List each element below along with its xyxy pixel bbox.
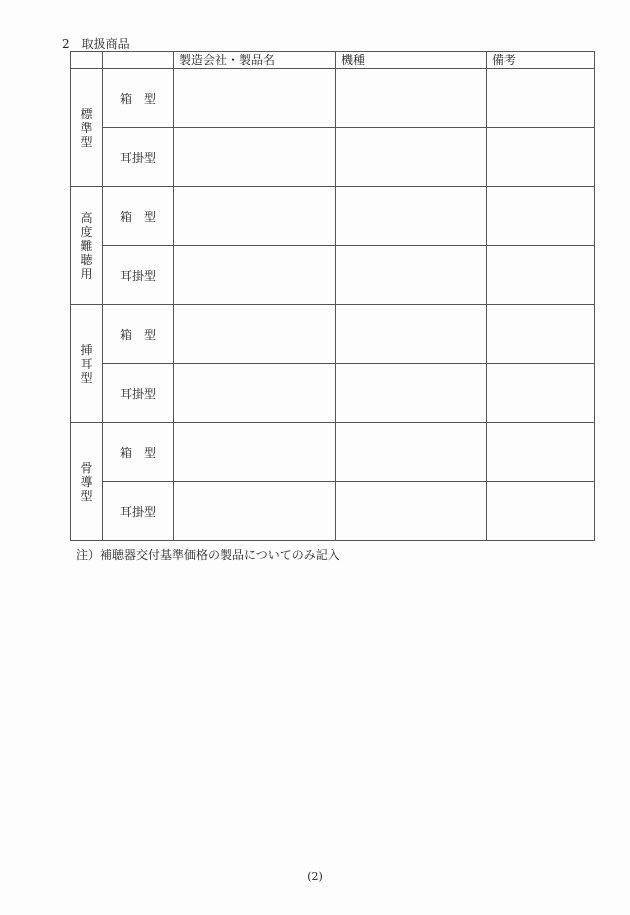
section-heading: 2 取扱商品 bbox=[62, 37, 130, 51]
table-row bbox=[71, 482, 595, 541]
model-cell bbox=[336, 305, 487, 364]
category-label: 標準型 bbox=[80, 106, 93, 149]
type-cell: 箱 型 bbox=[103, 69, 174, 128]
type-cell: 耳掛型 bbox=[103, 246, 174, 305]
header-type bbox=[103, 52, 174, 69]
table-row bbox=[71, 364, 595, 423]
header-remarks: 備考 bbox=[487, 52, 595, 69]
model-cell bbox=[336, 69, 487, 128]
header-row bbox=[71, 52, 595, 69]
remarks-cell bbox=[487, 246, 595, 305]
type-cell: 箱 型 bbox=[103, 423, 174, 482]
table-row bbox=[71, 423, 595, 482]
type-cell: 耳掛型 bbox=[103, 128, 174, 187]
manufacturer-cell bbox=[174, 187, 336, 246]
type-cell: 耳掛型 bbox=[103, 482, 174, 541]
manufacturer-cell bbox=[174, 305, 336, 364]
remarks-cell bbox=[487, 128, 595, 187]
manufacturer-cell bbox=[174, 246, 336, 305]
table-row bbox=[71, 69, 595, 128]
type-cell: 箱 型 bbox=[103, 187, 174, 246]
remarks-cell bbox=[487, 69, 595, 128]
remarks-cell bbox=[487, 423, 595, 482]
header-category bbox=[71, 52, 103, 69]
model-cell bbox=[336, 187, 487, 246]
manufacturer-cell bbox=[174, 128, 336, 187]
model-cell bbox=[336, 246, 487, 305]
remarks-cell bbox=[487, 187, 595, 246]
model-cell bbox=[336, 128, 487, 187]
category-cell bbox=[71, 305, 103, 423]
table-row bbox=[71, 305, 595, 364]
page-number: (2) bbox=[307, 870, 323, 883]
remarks-cell bbox=[487, 305, 595, 364]
model-cell bbox=[336, 364, 487, 423]
table-row bbox=[71, 187, 595, 246]
category-label: 骨導型 bbox=[80, 460, 93, 503]
manufacturer-cell bbox=[174, 69, 336, 128]
category-cell bbox=[71, 187, 103, 305]
model-cell bbox=[336, 423, 487, 482]
category-cell bbox=[71, 69, 103, 187]
category-label: 高度難聴用 bbox=[80, 210, 93, 281]
table-row bbox=[71, 128, 595, 187]
type-cell: 箱 型 bbox=[103, 305, 174, 364]
category-cell bbox=[71, 423, 103, 541]
header-manufacturer: 製造会社・製品名 bbox=[174, 52, 336, 69]
manufacturer-cell bbox=[174, 482, 336, 541]
products-table bbox=[70, 51, 595, 541]
remarks-cell bbox=[487, 482, 595, 541]
table-row bbox=[71, 246, 595, 305]
type-cell: 耳掛型 bbox=[103, 364, 174, 423]
model-cell bbox=[336, 482, 487, 541]
footnote: 注）補聴器交付基準価格の製品についてのみ記入 bbox=[76, 548, 340, 562]
category-label: 挿耳型 bbox=[80, 342, 93, 385]
header-model: 機種 bbox=[336, 52, 487, 69]
remarks-cell bbox=[487, 364, 595, 423]
manufacturer-cell bbox=[174, 423, 336, 482]
manufacturer-cell bbox=[174, 364, 336, 423]
